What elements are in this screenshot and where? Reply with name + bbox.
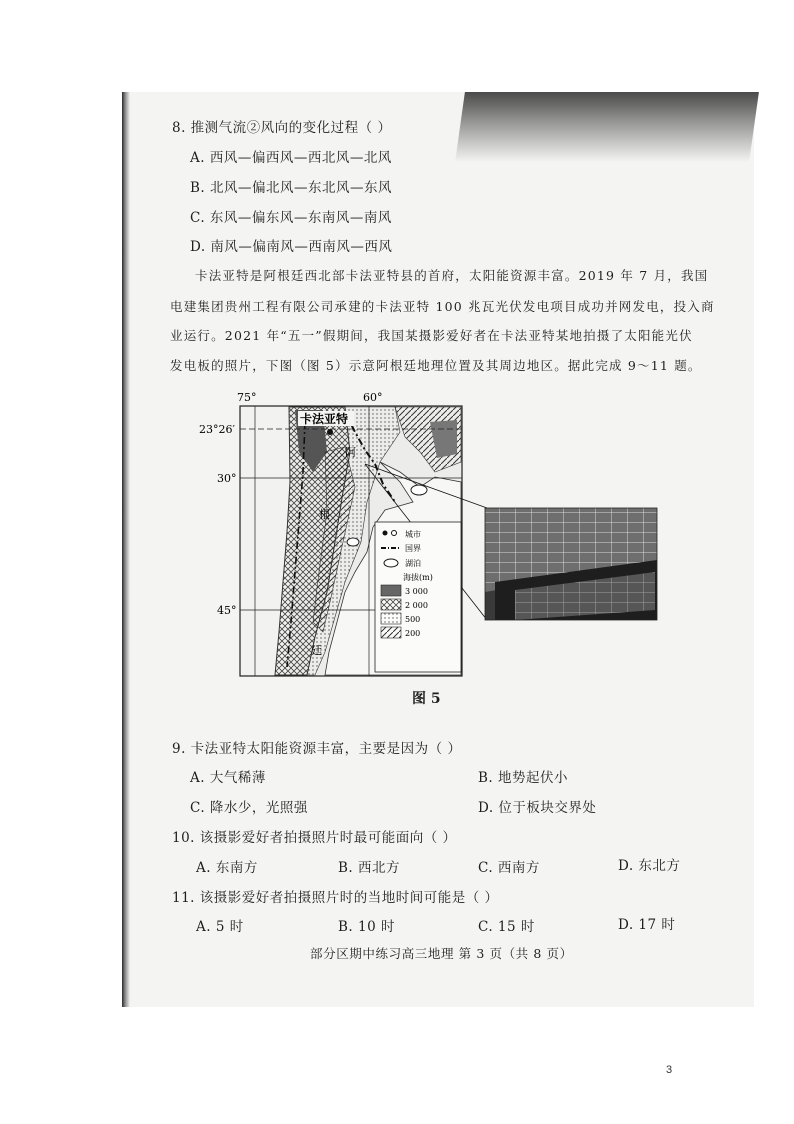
question-11-stem: 11. 该摄影爱好者拍摄照片时的当地时间可能是（ ） <box>172 890 499 906</box>
question-8-option-c: C. 东风—偏东风—东南风—南风 <box>190 210 392 226</box>
question-9-option-d: D. 位于板块交界处 <box>478 800 597 816</box>
question-10-option-d: D. 东北方 <box>618 858 681 874</box>
cafayate-city-marker <box>327 429 333 435</box>
legend-border: 国界 <box>405 544 421 553</box>
question-11-option-d: D. 17 时 <box>618 917 676 933</box>
question-8-option-b: B. 北风—偏北风—东北风—东风 <box>190 180 393 196</box>
question-11-option-b: B. 10 时 <box>338 919 395 935</box>
question-10-option-c: C. 西南方 <box>478 860 540 876</box>
question-9-stem: 9. 卡法亚特太阳能资源丰富，主要是因为（ ） <box>172 741 462 757</box>
question-10-option-a: A. 东南方 <box>196 860 258 876</box>
argentina-map-figure <box>195 392 675 682</box>
question-8-option-d: D. 南风—偏南风—西南风—西风 <box>190 239 393 255</box>
country-char-1: 阿 <box>345 446 356 459</box>
solar-panel-photo <box>485 508 657 620</box>
lake-symbol <box>411 485 427 495</box>
legend-level-3000: 3 000 <box>405 587 428 596</box>
passage-line-3: 业运行。2021 年“五一”假期间，我国某摄影爱好者在卡法亚特某地拍摄了太阳能光伏 <box>170 328 693 343</box>
lat-label-23-26: 23°26′ <box>199 423 235 436</box>
legend-level-2000: 2 000 <box>405 601 428 610</box>
question-8-stem: 8. 推测气流②风向的变化过程（ ） <box>172 120 392 136</box>
lat-label-30: 30° <box>217 472 237 485</box>
passage-line-4: 发电板的照片，下图（图 5）示意阿根廷地理位置及其周边地区。据此完成 9～11 题。 <box>170 358 702 373</box>
lon-label-75: 75° <box>237 392 257 404</box>
passage-line-2: 电建集团贵州工程有限公司承建的卡法亚特 100 兆瓦光伏发电项目成功并网发电，投入商 <box>170 299 715 314</box>
legend-lake: 湖泊 <box>405 559 421 568</box>
page-footer: 部分区期中练习高三地理 第 3 页（共 8 页） <box>310 946 573 961</box>
question-10-stem: 10. 该摄影爱好者拍摄照片时最可能面向（ ） <box>172 830 457 846</box>
lon-label-60: 60° <box>363 392 383 404</box>
country-char-3: 廷 <box>311 644 322 657</box>
legend-elevation-title: 海拔(m) <box>403 573 433 582</box>
cafayate-label: 卡法亚特 <box>300 412 349 426</box>
page-corner-shadow <box>455 92 759 162</box>
question-9-option-c: C. 降水少，光照强 <box>190 800 308 816</box>
legend-city: 城市 <box>405 530 421 539</box>
legend-level-500: 500 <box>405 615 421 624</box>
figure-caption: 图 5 <box>412 691 441 707</box>
question-9-option-b: B. 地势起伏小 <box>478 770 569 786</box>
passage-line-1: 卡法亚特是阿根廷西北部卡法亚特县的首府，太阳能资源丰富。2019 年 7 月，我国 <box>195 268 709 283</box>
question-10-option-b: B. 西北方 <box>338 860 401 876</box>
question-11-option-a: A. 5 时 <box>196 919 244 935</box>
figure-5 <box>195 392 675 682</box>
question-8-option-a: A. 西风—偏西风—西北风—北风 <box>190 150 392 166</box>
legend-level-200: 200 <box>405 629 421 638</box>
country-char-2: 根 <box>319 508 330 521</box>
map-legend <box>375 522 461 672</box>
lat-label-45: 45° <box>217 604 237 617</box>
question-11-option-c: C. 15 时 <box>478 919 535 935</box>
question-9-option-a: A. 大气稀薄 <box>190 770 266 786</box>
binding-shadow <box>122 92 130 1007</box>
page-number: 3 <box>666 1064 673 1076</box>
